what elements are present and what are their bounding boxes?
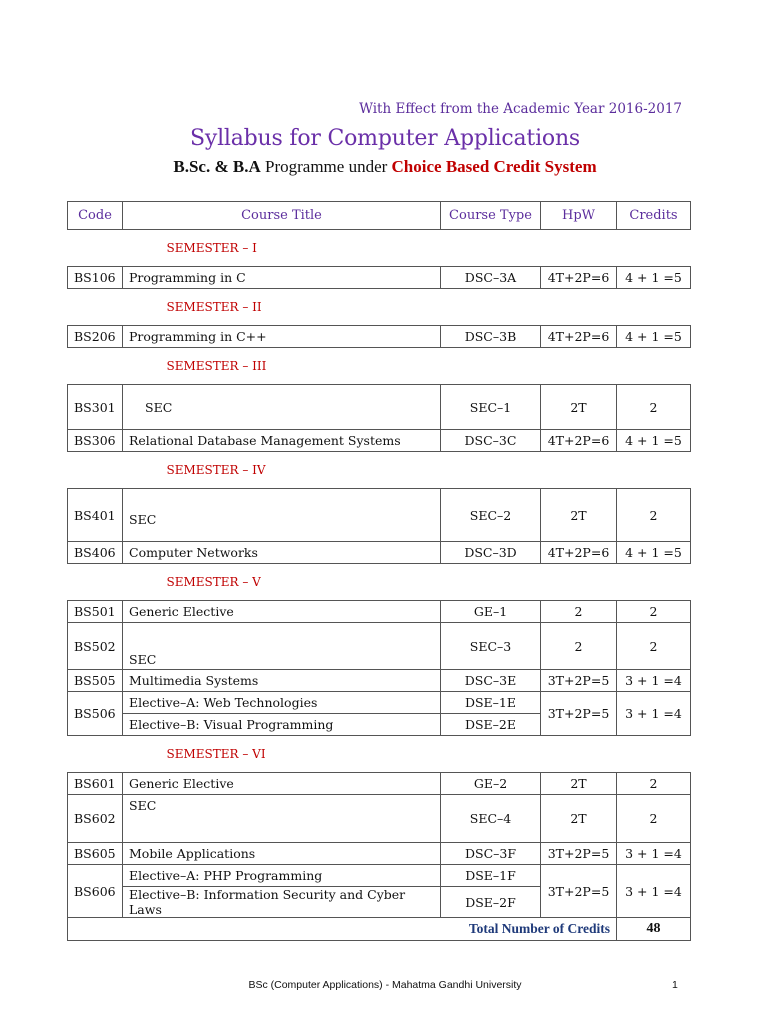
col-header-title: Course Title bbox=[123, 202, 441, 230]
course-title: Elective–A: PHP Programming bbox=[123, 865, 441, 887]
course-code: BS602 bbox=[68, 795, 123, 843]
course-title: Mobile Applications bbox=[123, 843, 441, 865]
course-code: BS401 bbox=[68, 489, 123, 542]
course-credits: 2 bbox=[617, 385, 691, 430]
semester-label: SEMESTER – III bbox=[166, 359, 267, 373]
course-type: SEC–3 bbox=[441, 623, 541, 670]
course-hpw: 2T bbox=[541, 385, 617, 430]
course-hpw: 3T+2P=5 bbox=[541, 865, 617, 918]
course-hpw: 2 bbox=[541, 623, 617, 670]
course-hpw: 3T+2P=5 bbox=[541, 843, 617, 865]
course-type: SEC–1 bbox=[441, 385, 541, 430]
course-title: SEC bbox=[123, 623, 441, 670]
total-credits-label: Total Number of Credits bbox=[68, 918, 617, 941]
table-row bbox=[68, 385, 691, 430]
course-credits: 2 bbox=[617, 773, 691, 795]
table-row bbox=[68, 692, 691, 714]
course-hpw: 2T bbox=[541, 489, 617, 542]
table-row bbox=[68, 623, 691, 670]
course-title: Programming in C bbox=[123, 267, 441, 289]
course-code: BS406 bbox=[68, 542, 123, 564]
table-row bbox=[68, 843, 691, 865]
course-credits: 4 + 1 =5 bbox=[617, 430, 691, 452]
course-hpw: 4T+2P=6 bbox=[541, 542, 617, 564]
page-footer: BSc (Computer Applications) - Mahatma Gandhi University bbox=[248, 979, 522, 991]
course-code: BS605 bbox=[68, 843, 123, 865]
course-code: BS106 bbox=[68, 267, 123, 289]
total-row bbox=[68, 918, 691, 941]
semester-heading bbox=[68, 230, 691, 267]
course-credits: 3 + 1 =4 bbox=[617, 865, 691, 918]
total-credits-value: 48 bbox=[617, 918, 691, 941]
col-header-hpw: HpW bbox=[541, 202, 617, 230]
subtitle-mid: Programme under bbox=[260, 157, 392, 176]
course-code: BS301 bbox=[68, 385, 123, 430]
course-title: Generic Elective bbox=[123, 601, 441, 623]
col-header-code: Code bbox=[68, 202, 123, 230]
course-code: BS505 bbox=[68, 670, 123, 692]
subtitle-programme: B.Sc. & B.A bbox=[173, 157, 261, 176]
course-hpw: 4T+2P=6 bbox=[541, 430, 617, 452]
course-title: SEC bbox=[123, 489, 441, 542]
page-title: Syllabus for Computer Applications bbox=[189, 126, 581, 151]
course-type: DSE–2E bbox=[441, 714, 541, 736]
course-code: BS601 bbox=[68, 773, 123, 795]
course-code: BS606 bbox=[68, 865, 123, 918]
table-row bbox=[68, 795, 691, 843]
course-type: DSE–2F bbox=[441, 887, 541, 918]
table-row bbox=[68, 326, 691, 348]
course-hpw: 2T bbox=[541, 795, 617, 843]
course-type: SEC–4 bbox=[441, 795, 541, 843]
course-credits: 2 bbox=[617, 489, 691, 542]
table-row bbox=[68, 267, 691, 289]
course-type: DSE–1F bbox=[441, 865, 541, 887]
course-title: Generic Elective bbox=[123, 773, 441, 795]
course-type: DSC–3B bbox=[441, 326, 541, 348]
syllabus-table bbox=[67, 201, 691, 941]
course-hpw: 3T+2P=5 bbox=[541, 692, 617, 736]
course-hpw: 4T+2P=6 bbox=[541, 267, 617, 289]
col-header-type: Course Type bbox=[441, 202, 541, 230]
course-code: BS501 bbox=[68, 601, 123, 623]
course-title: Relational Database Management Systems bbox=[123, 430, 441, 452]
semester-heading bbox=[68, 736, 691, 773]
course-type: GE–1 bbox=[441, 601, 541, 623]
course-hpw: 3T+2P=5 bbox=[541, 670, 617, 692]
course-type: SEC–2 bbox=[441, 489, 541, 542]
course-credits: 4 + 1 =5 bbox=[617, 326, 691, 348]
course-credits: 3 + 1 =4 bbox=[617, 670, 691, 692]
course-hpw: 2T bbox=[541, 773, 617, 795]
course-code: BS306 bbox=[68, 430, 123, 452]
course-code: BS502 bbox=[68, 623, 123, 670]
course-credits: 2 bbox=[617, 795, 691, 843]
table-header-row bbox=[68, 202, 691, 230]
course-title: Programming in C++ bbox=[123, 326, 441, 348]
semester-heading bbox=[68, 348, 691, 385]
course-type: DSC–3D bbox=[441, 542, 541, 564]
semester-label: SEMESTER – II bbox=[166, 300, 262, 314]
col-header-credits: Credits bbox=[617, 202, 691, 230]
semester-label: SEMESTER – I bbox=[166, 241, 257, 255]
effect-line: With Effect from the Academic Year 2016-2017 bbox=[359, 101, 682, 117]
course-credits: 3 + 1 =4 bbox=[617, 692, 691, 736]
table-row bbox=[68, 773, 691, 795]
course-type: DSC–3A bbox=[441, 267, 541, 289]
course-title: SEC bbox=[123, 795, 441, 843]
course-code: BS206 bbox=[68, 326, 123, 348]
table-row bbox=[68, 489, 691, 542]
course-type: GE–2 bbox=[441, 773, 541, 795]
semester-heading bbox=[68, 564, 691, 601]
semester-label: SEMESTER – V bbox=[166, 575, 261, 589]
course-title: Elective–B: Information Security and Cyber Laws bbox=[123, 887, 441, 918]
subtitle-cbcs: Choice Based Credit System bbox=[391, 157, 597, 176]
course-title: Multimedia Systems bbox=[123, 670, 441, 692]
semester-heading bbox=[68, 289, 691, 326]
course-credits: 2 bbox=[617, 601, 691, 623]
semester-heading bbox=[68, 452, 691, 489]
table-row bbox=[68, 601, 691, 623]
course-title: Elective–A: Web Technologies bbox=[123, 692, 441, 714]
course-title: Computer Networks bbox=[123, 542, 441, 564]
course-credits: 3 + 1 =4 bbox=[617, 843, 691, 865]
table-row bbox=[68, 430, 691, 452]
semester-label: SEMESTER – IV bbox=[166, 463, 266, 477]
course-type: DSC–3E bbox=[441, 670, 541, 692]
page-number: 1 bbox=[672, 979, 678, 991]
page-subtitle bbox=[0, 157, 770, 177]
course-type: DSC–3F bbox=[441, 843, 541, 865]
table-row bbox=[68, 542, 691, 564]
course-credits: 2 bbox=[617, 623, 691, 670]
course-credits: 4 + 1 =5 bbox=[617, 542, 691, 564]
course-title: SEC bbox=[123, 385, 441, 430]
course-code: BS506 bbox=[68, 692, 123, 736]
table-row bbox=[68, 865, 691, 887]
course-type: DSE–1E bbox=[441, 692, 541, 714]
semester-label: SEMESTER – VI bbox=[166, 747, 266, 761]
course-type: DSC–3C bbox=[441, 430, 541, 452]
table-row bbox=[68, 670, 691, 692]
course-hpw: 4T+2P=6 bbox=[541, 326, 617, 348]
course-title: Elective–B: Visual Programming bbox=[123, 714, 441, 736]
course-hpw: 2 bbox=[541, 601, 617, 623]
course-credits: 4 + 1 =5 bbox=[617, 267, 691, 289]
